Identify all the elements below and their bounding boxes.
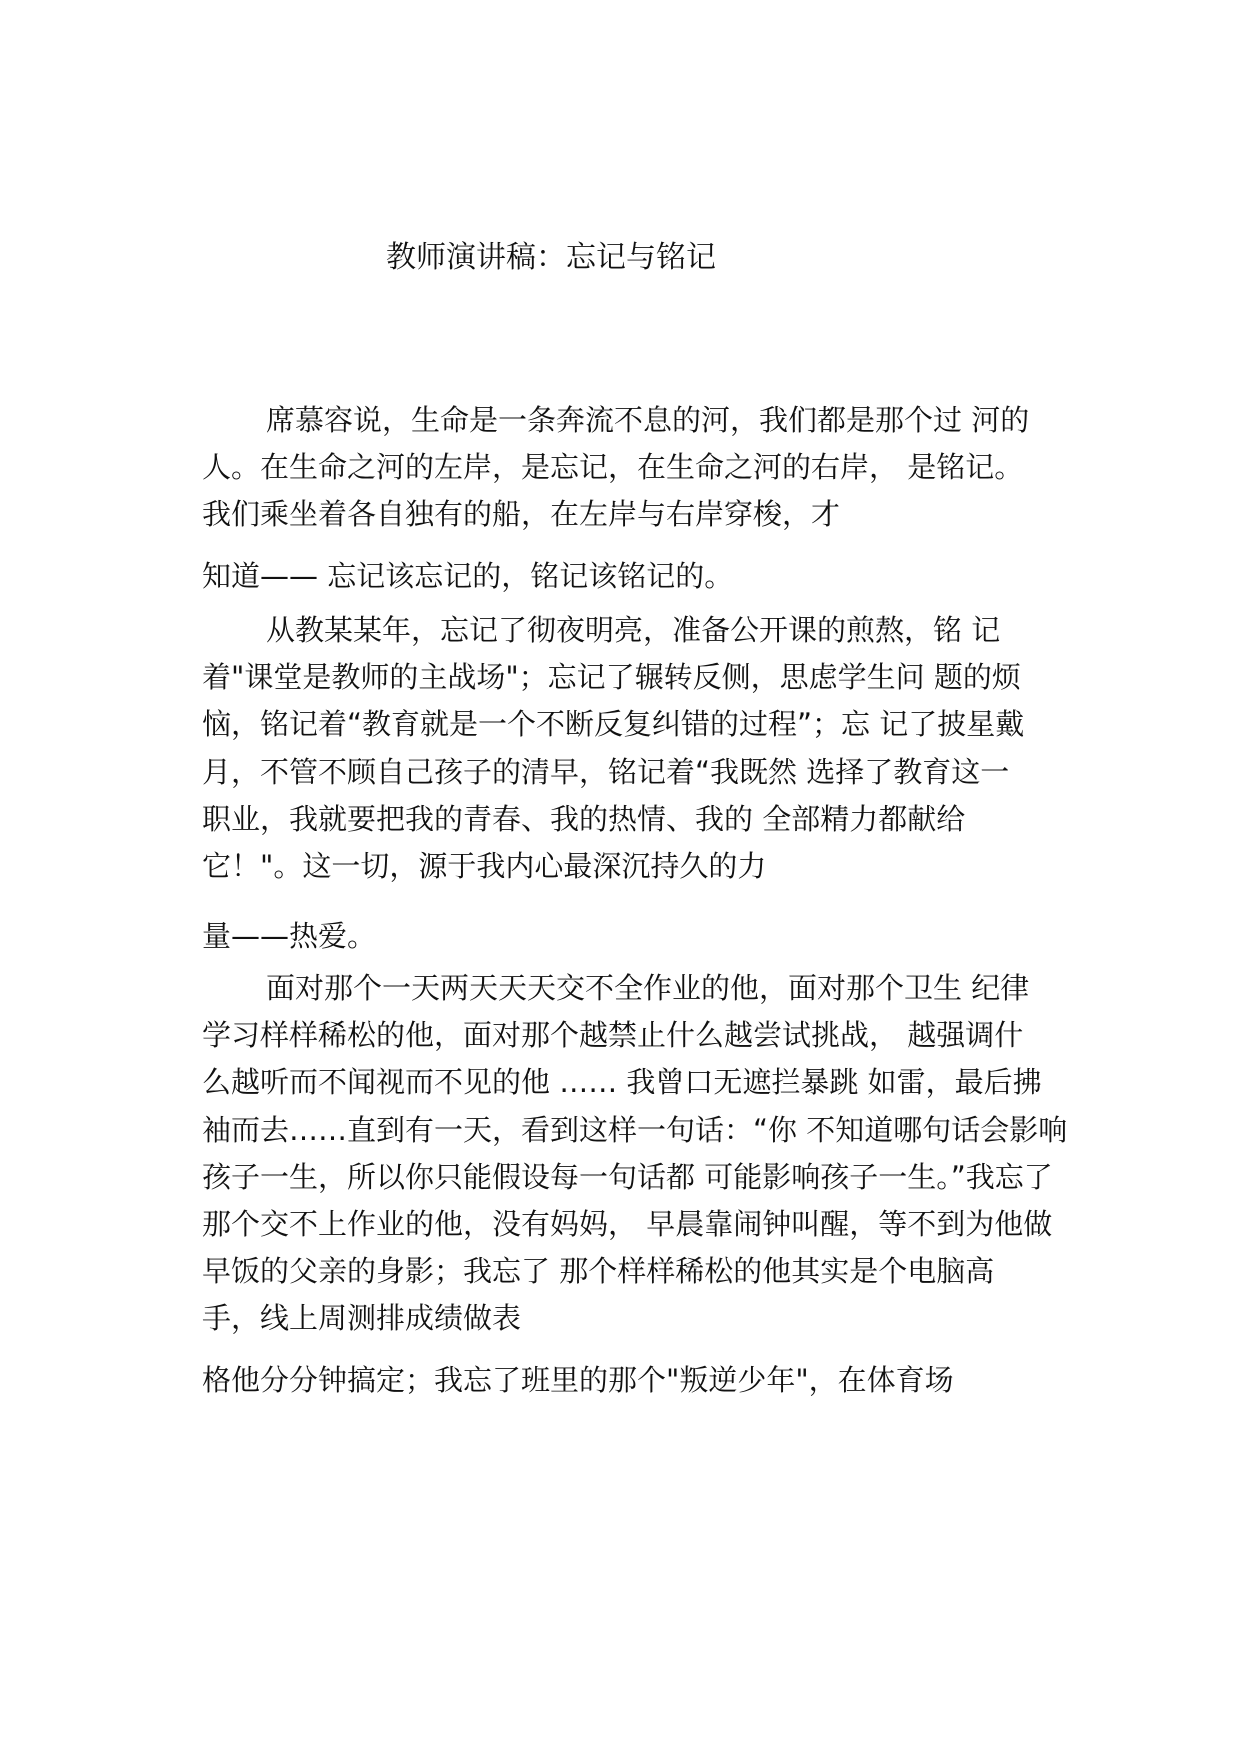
paragraph-line: 量——热爱。: [202, 919, 377, 953]
paragraph-line: 知道—— 忘记该忘记的，铭记该铭记的。: [202, 559, 734, 593]
paragraph-line: 恼，铭记着“教育就是一个不断反复纠错的过程”；忘 记了披星戴: [202, 707, 1025, 741]
paragraph-line: 手，线上周测排成绩做表: [202, 1301, 522, 1335]
paragraph-line: 人。在生命之河的左岸，是忘记，在生命之河的右岸， 是铭记。: [202, 450, 1024, 484]
paragraph-line: 么越听而不闻视而不见的他 …… 我曾口无遮拦暴跳 如雷，最后拂: [202, 1065, 1042, 1099]
paragraph-line: 学习样样稀松的他，面对那个越禁止什么越尝试挑战， 越强调什: [202, 1018, 1024, 1052]
paragraph-line: 格他分分钟搞定；我忘了班里的那个"叛逆少年"，在体育场: [202, 1363, 954, 1397]
paragraph-line: 它！"。这一切，源于我内心最深沉持久的力: [202, 849, 767, 883]
paragraph-line: 袖而去……直到有一天，看到这样一句话：“你 不知道哪句话会影响: [202, 1113, 1068, 1147]
paragraph-line: 孩子一生，所以你只能假设每一句话都 可能影响孩子一生。”我忘了: [202, 1160, 1053, 1194]
paragraph-line: 早饭的父亲的身影；我忘了 那个样样稀松的他其实是个电脑高: [202, 1254, 995, 1288]
document-title: 教师演讲稿：忘记与铭记: [386, 240, 716, 275]
paragraph-line: 职业，我就要把我的青春、我的热情、我的 全部精力都献给: [202, 802, 966, 836]
paragraph-line: 我们乘坐着各自独有的船，在左岸与右岸穿梭，才: [202, 497, 841, 531]
paragraph-line: 面对那个一天两天天天交不全作业的他，面对那个卫生 纪律: [266, 971, 1030, 1005]
paragraph-line: 席慕容说，生命是一条奔流不息的河，我们都是那个过 河的: [266, 403, 1030, 437]
paragraph-line: 从教某某年，忘记了彻夜明亮，准备公开课的煎熬，铭 记: [266, 613, 1001, 647]
paragraph-line: 那个交不上作业的他，没有妈妈， 早晨靠闹钟叫醒，等不到为他做: [202, 1207, 1053, 1241]
paragraph-line: 月，不管不顾自己孩子的清早，铭记着“我既然 选择了教育这一: [202, 755, 1010, 789]
paragraph-line: 着"课堂是教师的主战场"；忘记了辗转反侧，思虑学生问 题的烦: [202, 660, 1021, 694]
